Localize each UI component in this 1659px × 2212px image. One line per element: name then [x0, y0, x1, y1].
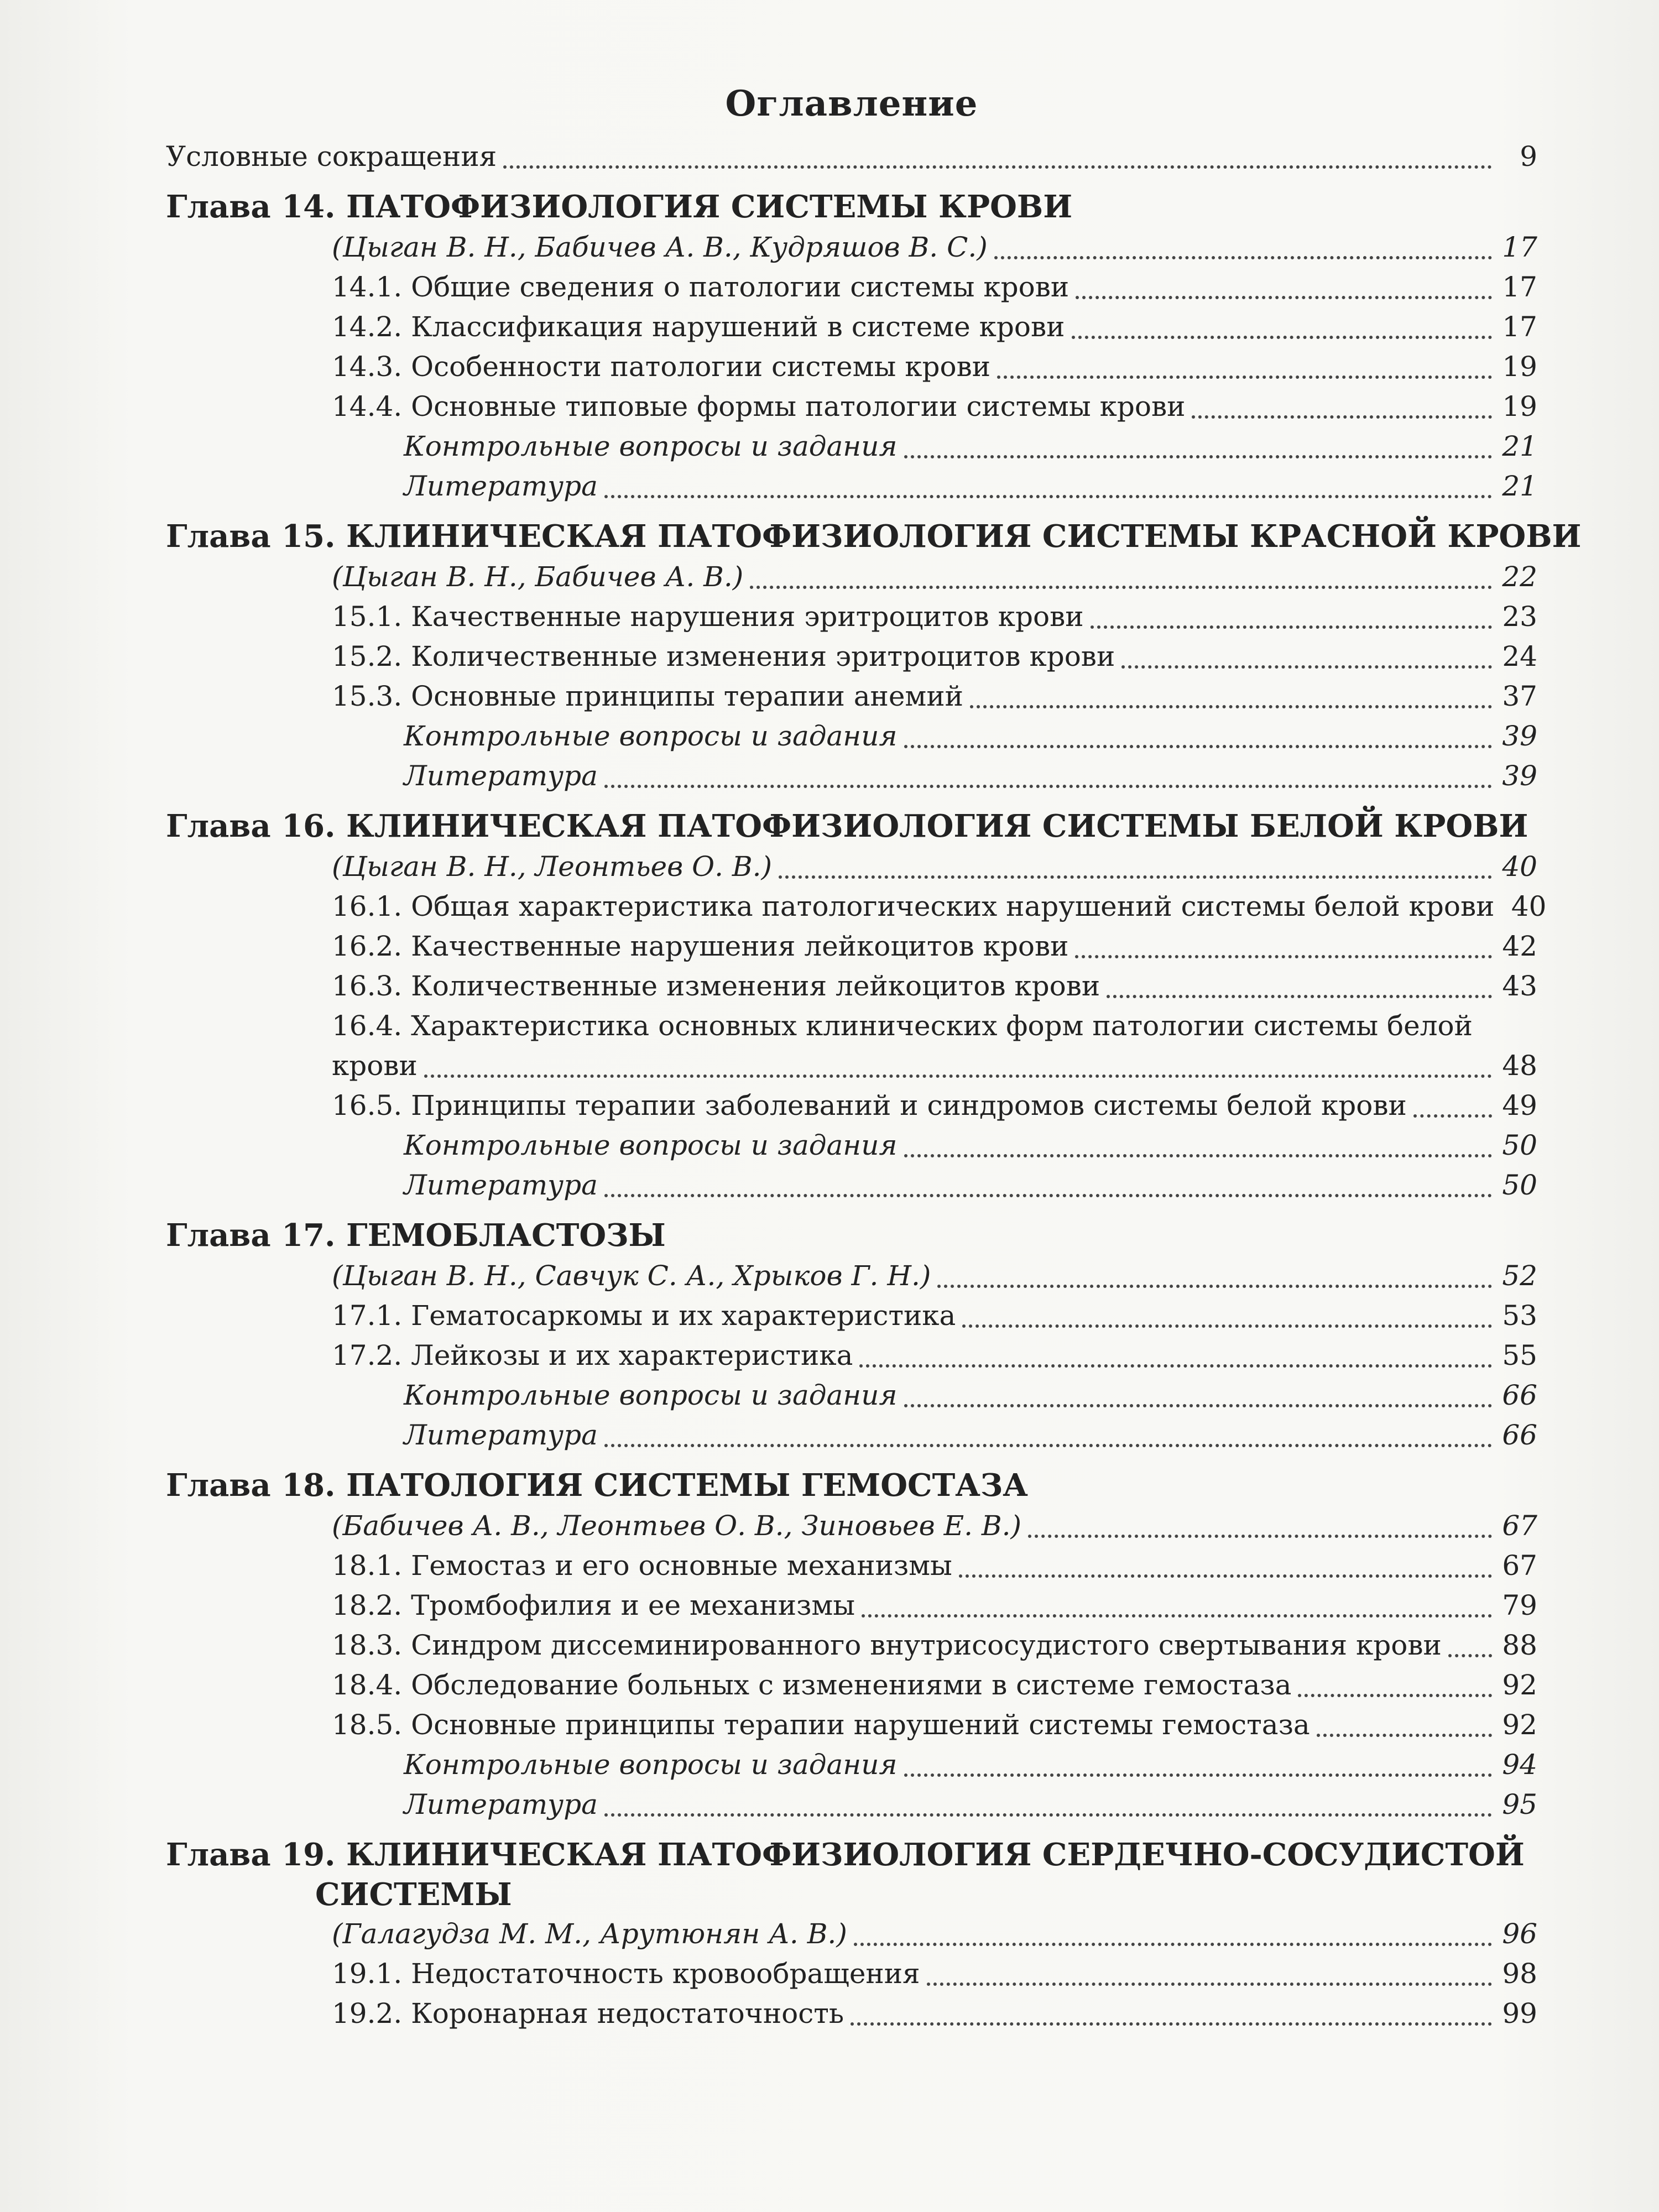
- page-number: 24: [1502, 640, 1537, 672]
- toc-entry-section[interactable]: [166, 597, 1537, 637]
- dot-leader: [604, 1813, 1492, 1817]
- toc-entry-authors[interactable]: [166, 1506, 1537, 1546]
- page-number: 21: [1502, 430, 1537, 462]
- dot-leader: [604, 1194, 1492, 1197]
- page-title: Оглавление: [725, 83, 978, 124]
- entry-label: крови: [332, 1050, 418, 1082]
- entry-label: 15.1. Качественные нарушения эритроцитов крови: [332, 601, 1084, 633]
- dot-leader: [994, 256, 1492, 259]
- dot-leader: [904, 745, 1492, 748]
- toc-entry-section[interactable]: [166, 1335, 1537, 1375]
- page-number: 40: [1511, 890, 1547, 922]
- entry-label: 19.2. Коронарная недостаточность: [332, 1997, 844, 2030]
- toc-entry-questions[interactable]: [166, 426, 1537, 466]
- chapter-title: Глава 17. ГЕМОБЛАСТОЗЫ: [166, 1217, 666, 1254]
- entry-label: (Бабичев А. В., Леонтьев О. В., Зиновьев Е. В.): [332, 1510, 1022, 1542]
- entry-label: Литература: [404, 760, 598, 792]
- dot-leader: [604, 1444, 1492, 1447]
- toc-entry-section[interactable]: [166, 307, 1537, 347]
- page-number: 98: [1502, 1958, 1537, 1990]
- page-number: 52: [1502, 1260, 1537, 1292]
- page-number: 94: [1502, 1749, 1537, 1781]
- dot-leader: [1413, 1114, 1492, 1118]
- toc-entry-literature[interactable]: [166, 1785, 1537, 1824]
- toc-entry-section[interactable]: [166, 1954, 1537, 1994]
- entry-label: Контрольные вопросы и задания: [404, 720, 898, 752]
- chapter-heading[interactable]: [166, 186, 1537, 227]
- dot-leader: [503, 165, 1492, 169]
- toc-entry-section[interactable]: [166, 1006, 1537, 1046]
- entry-label: 15.3. Основные принципы терапии анемий: [332, 680, 963, 712]
- entry-label: 18.2. Тромбофилия и ее механизмы: [332, 1589, 855, 1621]
- page-number: 96: [1502, 1918, 1537, 1950]
- dot-leader: [904, 1154, 1492, 1157]
- page-number: 23: [1502, 601, 1537, 633]
- entry-label: 18.3. Синдром диссеминированного внутрисосудистого свертывания крови: [332, 1629, 1442, 1661]
- page-number: 92: [1502, 1669, 1537, 1701]
- page-number: 50: [1502, 1169, 1537, 1201]
- dot-leader: [1076, 296, 1492, 299]
- dot-leader: [927, 1983, 1492, 1986]
- entry-label: 16.4. Характеристика основных клинических форм патологии системы белой: [332, 1010, 1473, 1042]
- toc-entry-authors[interactable]: [166, 557, 1537, 597]
- dot-leader: [1028, 1535, 1492, 1538]
- toc-entry-questions[interactable]: [166, 1745, 1537, 1785]
- dot-leader: [904, 455, 1492, 458]
- toc-entry-section[interactable]: [166, 1994, 1537, 2033]
- entry-label: Контрольные вопросы и задания: [404, 1379, 898, 1411]
- toc-entry-authors[interactable]: [166, 1256, 1537, 1296]
- page-number: 9: [1520, 140, 1537, 173]
- dot-leader: [962, 1324, 1492, 1328]
- page-number: 95: [1502, 1788, 1537, 1820]
- page-number: 49: [1502, 1089, 1537, 1121]
- toc-entry-literature[interactable]: [166, 1415, 1537, 1455]
- dot-leader: [937, 1285, 1492, 1288]
- dot-leader: [1107, 995, 1492, 998]
- dot-leader: [851, 2022, 1492, 2026]
- page-number: 19: [1502, 390, 1537, 422]
- page-number: 48: [1502, 1050, 1537, 1082]
- entry-label: Контрольные вопросы и задания: [404, 1129, 898, 1161]
- entry-label: Литература: [404, 1169, 598, 1201]
- entry-label: 16.3. Количественные изменения лейкоцитов крови: [332, 970, 1100, 1002]
- page-number: 22: [1502, 561, 1537, 593]
- page-number: 17: [1502, 231, 1537, 263]
- dot-leader: [1192, 415, 1492, 419]
- chapter-title: Глава 16. КЛИНИЧЕСКАЯ ПАТОФИЗИОЛОГИЯ СИСТЕМЫ БЕЛОЙ КРОВИ: [166, 808, 1528, 844]
- page-number: 40: [1502, 851, 1537, 883]
- chapter-heading-continued: СИСТЕМЫ: [315, 1876, 512, 1913]
- page-number: 42: [1502, 930, 1537, 962]
- dot-leader: [1072, 336, 1493, 339]
- entry-label: (Цыган В. Н., Бабичев А. В.): [332, 561, 744, 593]
- dot-leader: [1121, 665, 1492, 669]
- page-number: 67: [1502, 1510, 1537, 1542]
- page-number: 39: [1502, 720, 1537, 752]
- dot-leader: [859, 1364, 1492, 1368]
- dot-leader: [862, 1614, 1492, 1618]
- dot-leader: [604, 785, 1492, 788]
- page-number: 21: [1502, 470, 1537, 502]
- dot-leader: [970, 705, 1492, 708]
- toc-entry-questions[interactable]: [166, 1125, 1537, 1165]
- toc-entry-section[interactable]: [166, 966, 1537, 1006]
- entry-label: 17.1. Гематосаркомы и их характеристика: [332, 1300, 956, 1332]
- toc-entry-section-continued[interactable]: [166, 1046, 1537, 1086]
- toc-entry-section[interactable]: [166, 1705, 1537, 1745]
- toc-entry-questions[interactable]: [166, 1375, 1537, 1415]
- entry-label: 18.4. Обследование больных с изменениями в системе гемостаза: [332, 1669, 1292, 1701]
- entry-label: 19.1. Недостаточность кровообращения: [332, 1958, 920, 1990]
- toc-entry-section[interactable]: [166, 926, 1537, 966]
- page-number: 17: [1502, 271, 1537, 303]
- toc-entry-section[interactable]: [166, 1665, 1537, 1705]
- toc-entry-section[interactable]: [166, 1086, 1537, 1125]
- toc-entry-section[interactable]: [166, 1296, 1537, 1335]
- page-number: 99: [1502, 1997, 1537, 2030]
- page-number: 55: [1502, 1339, 1537, 1371]
- toc-entry-questions[interactable]: [166, 716, 1537, 756]
- chapter-title: Глава 14. ПАТОФИЗИОЛОГИЯ СИСТЕМЫ КРОВИ: [166, 189, 1073, 225]
- chapter-heading[interactable]: [166, 1215, 1537, 1256]
- toc-entry-authors[interactable]: [166, 227, 1537, 267]
- chapter-heading[interactable]: [166, 516, 1582, 557]
- entry-label: Литература: [404, 470, 598, 502]
- dot-leader: [1091, 625, 1492, 629]
- page-number: 39: [1502, 760, 1537, 792]
- entry-label: 16.1. Общая характеристика патологических нарушений системы белой крови: [332, 890, 1495, 922]
- entry-label: Контрольные вопросы и задания: [404, 430, 898, 462]
- page-number: 66: [1502, 1419, 1537, 1451]
- entry-label: 15.2. Количественные изменения эритроцитов крови: [332, 640, 1115, 672]
- entry-label: (Цыган В. Н., Бабичев А. В., Кудряшов В. С.): [332, 231, 988, 263]
- chapter-heading[interactable]: [166, 1834, 1537, 1875]
- toc-entry-abbreviations[interactable]: [166, 137, 1537, 176]
- dot-leader: [1075, 955, 1492, 958]
- page-number: 79: [1502, 1589, 1537, 1621]
- chapter-title: Глава 15. КЛИНИЧЕСКАЯ ПАТОФИЗИОЛОГИЯ СИСТЕМЫ КРАСНОЙ КРОВИ: [166, 518, 1582, 555]
- page-number: 88: [1502, 1629, 1537, 1661]
- entry-label: 17.2. Лейкозы и их характеристика: [332, 1339, 853, 1371]
- toc-entry-literature[interactable]: [166, 466, 1537, 506]
- toc-entry-authors[interactable]: [166, 847, 1537, 886]
- entry-label: Литература: [404, 1788, 598, 1820]
- entry-label: Литература: [404, 1419, 598, 1451]
- entry-label: (Цыган В. Н., Леонтьев О. В.): [332, 851, 773, 883]
- dot-leader: [904, 1773, 1492, 1777]
- entry-label: Условные сокращения: [166, 140, 497, 173]
- entry-label: 18.1. Гемостаз и его основные механизмы: [332, 1550, 952, 1582]
- page-number: 50: [1502, 1129, 1537, 1161]
- dot-leader: [997, 375, 1492, 379]
- dot-leader: [1317, 1734, 1492, 1737]
- entry-label: 14.4. Основные типовые формы патологии системы крови: [332, 390, 1186, 422]
- dot-leader: [604, 495, 1492, 498]
- table-of-contents: [166, 83, 1582, 2033]
- page-number: 66: [1502, 1379, 1537, 1411]
- toc-entry-section[interactable]: [166, 267, 1537, 307]
- toc-entry-section[interactable]: [166, 637, 1537, 676]
- toc-entry-literature[interactable]: [166, 756, 1537, 796]
- toc-entry-section[interactable]: [166, 676, 1537, 716]
- toc-entry-authors[interactable]: [166, 1914, 1537, 1954]
- toc-entry-section[interactable]: [166, 1625, 1537, 1665]
- dot-leader: [854, 1943, 1492, 1946]
- entry-label: 18.5. Основные принципы терапии нарушений системы гемостаза: [332, 1709, 1310, 1741]
- entry-label: 14.1. Общие сведения о патологии системы крови: [332, 271, 1070, 303]
- entry-label: (Галагудза М. М., Арутюнян А. В.): [332, 1918, 847, 1950]
- dot-leader: [959, 1574, 1492, 1578]
- toc-entry-section[interactable]: [166, 1546, 1537, 1585]
- page-number: 53: [1502, 1300, 1537, 1332]
- toc-entry-section[interactable]: [166, 886, 1547, 926]
- chapter-title: Глава 18. ПАТОЛОГИЯ СИСТЕМЫ ГЕМОСТАЗА: [166, 1467, 1028, 1504]
- page-number: 43: [1502, 970, 1537, 1002]
- entry-label: 16.5. Принципы терапии заболеваний и синдромов системы белой крови: [332, 1089, 1407, 1121]
- dot-leader: [424, 1074, 1492, 1078]
- page-number: 37: [1502, 680, 1537, 712]
- entry-label: 14.2. Классификация нарушений в системе крови: [332, 311, 1065, 343]
- dot-leader: [904, 1404, 1492, 1407]
- toc-entry-section[interactable]: [166, 1585, 1537, 1625]
- toc-entry-section[interactable]: [166, 347, 1537, 387]
- page-number: 17: [1502, 311, 1537, 343]
- page-number: 67: [1502, 1550, 1537, 1582]
- entry-label: Контрольные вопросы и задания: [404, 1749, 898, 1781]
- dot-leader: [1298, 1694, 1492, 1697]
- toc-entry-section[interactable]: [166, 387, 1537, 426]
- chapter-title: Глава 19. КЛИНИЧЕСКАЯ ПАТОФИЗИОЛОГИЯ СЕРДЕЧНО-СОСУДИСТОЙ: [166, 1837, 1525, 1873]
- entry-label: 14.3. Особенности патологии системы крови: [332, 351, 991, 383]
- dot-leader: [750, 586, 1492, 589]
- dot-leader: [779, 875, 1492, 879]
- chapter-heading[interactable]: [166, 1465, 1537, 1506]
- dot-leader: [1448, 1654, 1492, 1657]
- entry-label: 16.2. Качественные нарушения лейкоцитов крови: [332, 930, 1069, 962]
- chapter-heading[interactable]: [166, 806, 1537, 847]
- toc-entry-literature[interactable]: [166, 1165, 1537, 1205]
- entry-label: (Цыган В. Н., Савчук С. А., Хрыков Г. Н.): [332, 1260, 931, 1292]
- page-number: 92: [1502, 1709, 1537, 1741]
- page-number: 19: [1502, 351, 1537, 383]
